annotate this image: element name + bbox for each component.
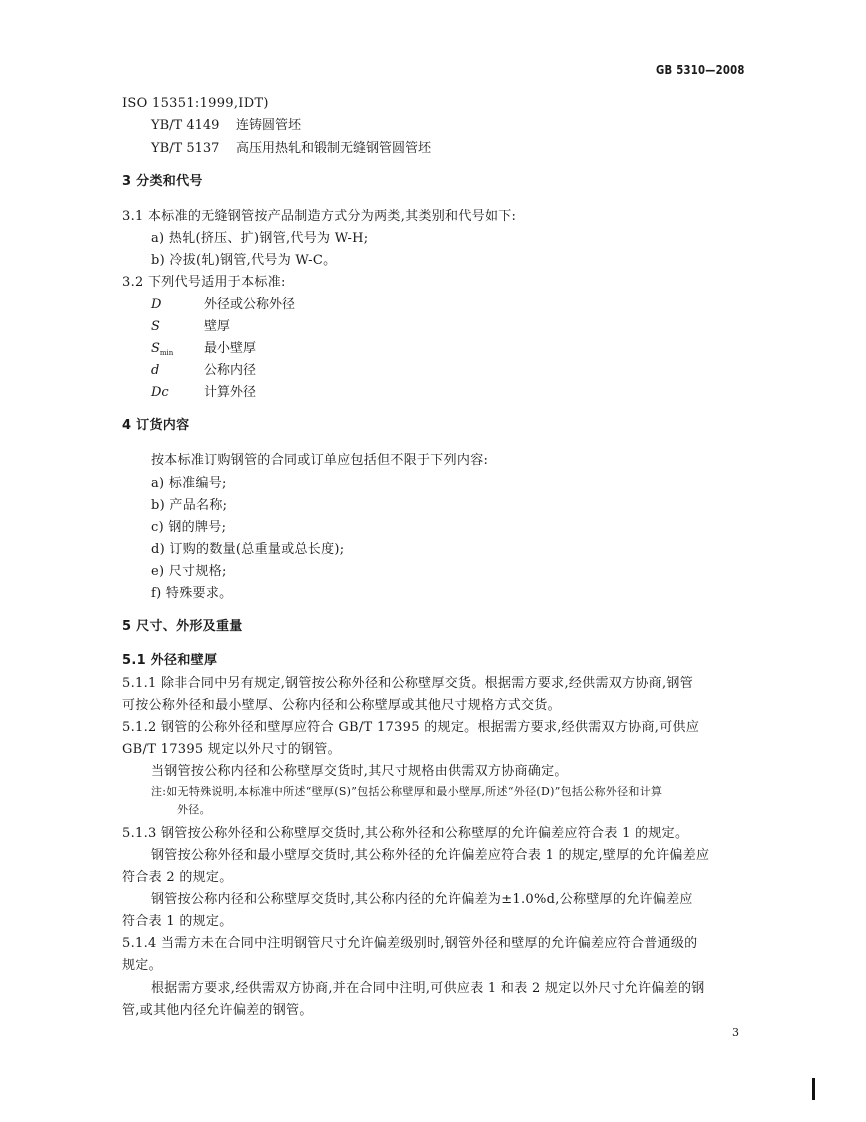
clause-5-1-3-line5: 符合表 1 的规定。 [122,914,233,929]
order-item-c: c) 钢的牌号; [151,520,227,535]
ref-title-yb5137: 高压用热轧和锻制无缝钢管圆管坯 [236,141,432,156]
clause-5-1-3-line2: 钢管按公称外径和最小壁厚交货时,其公称外径的允许偏差应符合表 1 的规定,壁厚的允许偏差应 [151,848,710,863]
ref-code-yb4149: YB/T 4149 [151,118,220,133]
clause-5-1-4-line4: 管,或其他内径允许偏差的钢管。 [122,1003,313,1018]
order-item-b: b) 产品名称; [151,498,228,513]
note-line1: 注:如无特殊说明,本标准中所述“壁厚(S)”包括公称壁厚和最小壁厚,所述“外径(D)”包括公称外径和计算 [151,785,663,798]
symbol-Dc-desc: 计算外径 [204,385,257,400]
clause-5-1-3-line3: 符合表 2 的规定。 [122,870,233,885]
clause-5-1-3-line1: 5.1.3 钢管按公称外径和公称壁厚交货时,其公称外径和公称壁厚的允许偏差应符合表 1 的规定。 [122,826,689,841]
symbol-D: D [151,297,162,312]
clause-5-1-4-line2: 规定。 [122,958,162,973]
clause-3-1: 3.1 本标准的无缝钢管按产品制造方式分为两类,其类别和代号如下: [122,209,517,224]
symbol-Dc: Dc [151,385,169,400]
clause-5-1-3-line4: 钢管按公称内径和公称壁厚交货时,其公称内径的允许偏差为±1.0%d,公称壁厚的允许偏差应 [151,892,693,907]
symbol-Smin-desc: 最小壁厚 [204,341,257,356]
symbol-D-desc: 外径或公称外径 [204,297,296,312]
clause-3-1-b: b) 冷拔(轧)钢管,代号为 W-C。 [151,253,337,268]
order-item-d: d) 订购的数量(总重量或总长度); [151,542,345,557]
section-5-heading: 5 尺寸、外形及重量 [122,619,243,634]
clause-5-1-4-line3: 根据需方要求,经供需双方协商,并在合同中注明,可供应表 1 和表 2 规定以外尺寸允许偏差的钢 [151,981,705,996]
ref-title-yb4149: 连铸圆管坯 [236,118,302,133]
symbol-d: d [151,363,160,378]
symbol-S: S [151,319,160,334]
order-item-f: f) 特殊要求。 [151,586,233,601]
clause-5-1-1-line1: 5.1.1 除非合同中另有规定,钢管按公称外径和公称壁厚交货。根据需方要求,经供需双方协商,钢管 [122,676,694,691]
ref-line-iso: ISO 15351:1999,IDT) [122,96,269,111]
clause-5-1-2-line3: 当钢管按公称内径和公称壁厚交货时,其尺寸规格由供需双方协商确定。 [151,764,568,779]
ref-code-yb5137: YB/T 5137 [151,141,220,156]
scan-edge-mark [812,1078,815,1100]
section-5-1-heading: 5.1 外径和壁厚 [122,653,218,668]
standard-id: GB 5310—2008 [656,63,745,77]
note-line2: 外径。 [177,803,211,816]
order-item-a: a) 标准编号; [151,476,227,491]
clause-3-1-a: a) 热轧(挤压、扩)钢管,代号为 W-H; [151,231,369,246]
clause-3-2: 3.2 下列代号适用于本标准: [122,275,286,290]
clause-5-1-1-line2: 可按公称外径和最小壁厚、公称内径和公称壁厚或其他尺寸规格方式交货。 [122,698,561,713]
symbol-Smin-sub: min [159,349,174,357]
clause-5-1-2-line2: GB/T 17395 规定以外尺寸的钢管。 [122,742,341,757]
clause-5-1-2-line1: 5.1.2 钢管的公称外径和壁厚应符合 GB/T 17395 的规定。根据需方要求,经供需双方协商,可供应 [122,720,700,735]
section-4-intro: 按本标准订购钢管的合同或订单应包括但不限于下列内容: [151,453,489,468]
symbol-Smin-main: S [151,341,160,356]
order-item-e: e) 尺寸规格; [151,564,227,579]
clause-5-1-4-line1: 5.1.4 当需方未在合同中注明钢管尺寸允许偏差级别时,钢管外径和壁厚的允许偏差应符合普通级的 [122,936,698,951]
symbol-S-desc: 壁厚 [204,319,231,334]
symbol-d-desc: 公称内径 [204,363,257,378]
symbol-Smin [151,341,173,361]
page-number: 3 [732,1026,739,1039]
section-3-heading: 3 分类和代号 [122,174,203,189]
section-4-heading: 4 订货内容 [122,418,190,433]
